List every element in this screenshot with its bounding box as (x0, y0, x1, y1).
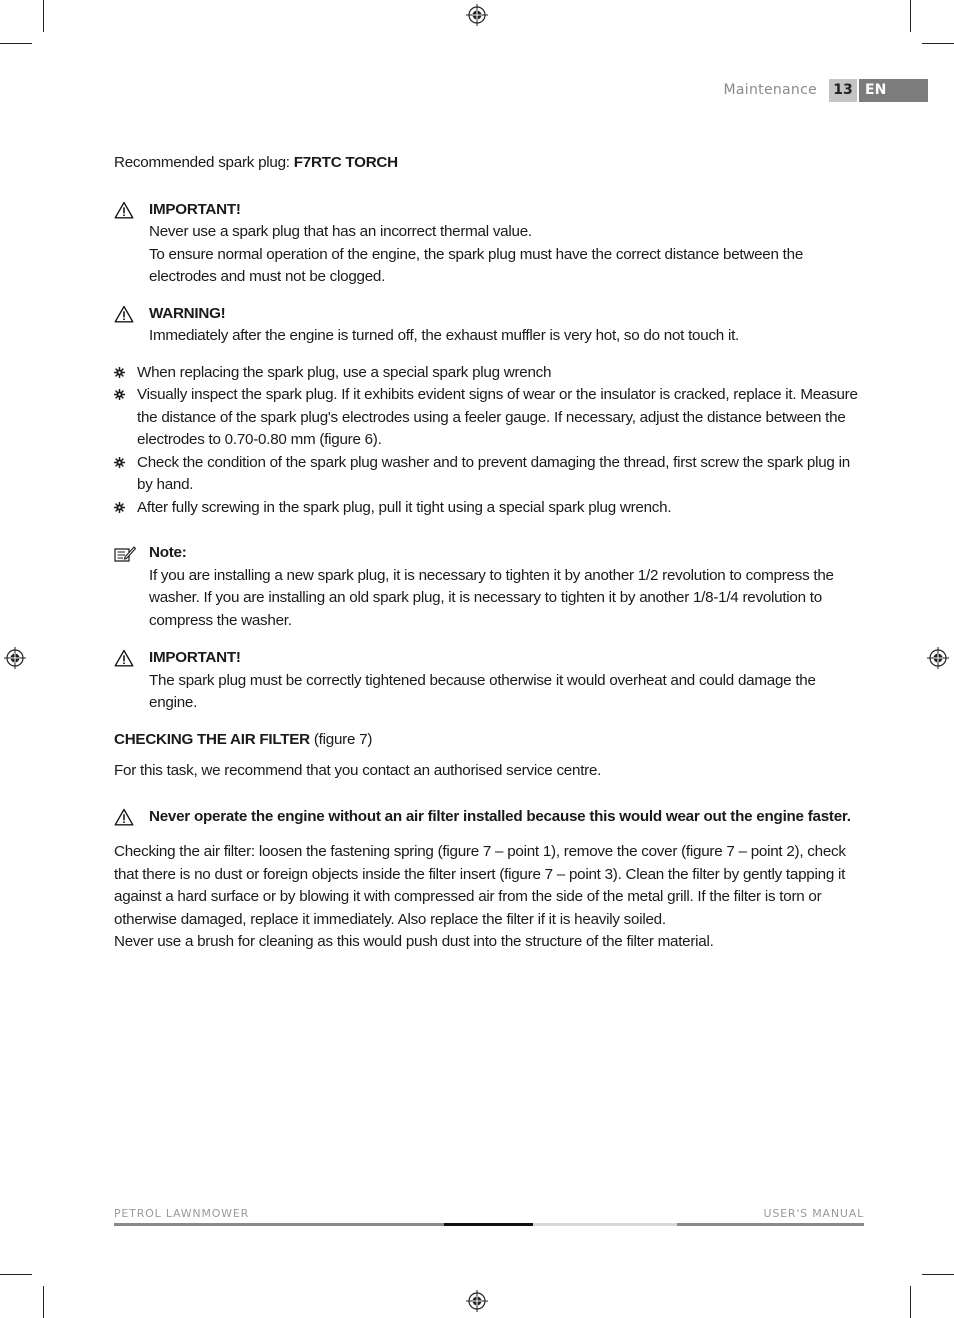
air-filter-heading-ref: (figure 7) (309, 730, 373, 748)
note-title: Note: (149, 544, 187, 561)
list-item-text: After fully screwing in the spark plug, pull it tight using a special spark plug wrench. (137, 498, 672, 516)
important-line: To ensure normal operation of the engine, the spark plug must have the correct distance between the electrodes and must not be clogged. (149, 245, 804, 285)
footer-divider (677, 1223, 864, 1226)
note-callout (114, 542, 860, 632)
air-filter-warning-callout (114, 806, 860, 829)
registration-mark-icon (466, 1290, 488, 1312)
footer-divider (533, 1223, 677, 1226)
crop-mark-bottom-left-h (0, 1274, 32, 1275)
gear-bullet-icon (114, 502, 125, 513)
warning-triangle-icon (114, 201, 134, 219)
spark-plug-steps-list (114, 362, 860, 520)
important-line: Never use a spark plug that has an incorrect thermal value. (149, 223, 532, 240)
list-item-text: Visually inspect the spark plug. If it exhibits evident signs of wear or the insulator is cracked, replace it. Measure the distance of the spark plug's electrodes using a feeler gauge. If necessary, adjust the distance between the electrodes to 0.70-0.80 mm (figure 6). (137, 386, 858, 448)
warning-triangle-icon (114, 649, 134, 667)
warning-triangle-icon (114, 808, 134, 826)
note-text: If you are installing a new spark plug, it is necessary to tighten it by another 1/2 revolution to compress the washer. If you are installing an old spark plug, it is necessary to tighten it by another 1/8-1/4 revolution to compress the washer. (149, 566, 834, 629)
crop-mark-bottom-right-v (910, 1286, 911, 1318)
crop-mark-bottom-left-v (43, 1286, 44, 1318)
registration-mark-icon (466, 4, 488, 26)
list-item (114, 452, 860, 497)
crop-mark-top-right-h (922, 43, 954, 44)
crop-mark-top-left-v (43, 0, 44, 32)
gear-bullet-icon (114, 457, 125, 468)
important-text: The spark plug must be correctly tightened because otherwise it would overheat and could damage the engine. (149, 671, 816, 711)
header-language-badge: EN (859, 79, 928, 102)
recommended-spark-plug (114, 152, 860, 175)
gear-bullet-icon (114, 367, 125, 378)
crop-mark-top-right-v (910, 0, 911, 32)
air-filter-heading (114, 729, 860, 752)
main-content (114, 152, 860, 954)
warning-callout (114, 303, 860, 348)
important-title: IMPORTANT! (149, 649, 241, 666)
spark-plug-label: Recommended spark plug: (114, 154, 294, 171)
list-item (114, 497, 860, 520)
air-filter-warning-text: Never operate the engine without an air filter installed because this would wear out the engine faster. (149, 807, 851, 825)
list-item-text: When replacing the spark plug, use a special spark plug wrench (137, 363, 552, 381)
list-item (114, 362, 860, 385)
footer-product-name: PETROL LAWNMOWER (114, 1207, 250, 1220)
crop-mark-bottom-right-h (922, 1274, 954, 1275)
air-filter-intro: For this task, we recommend that you contact an authorised service centre. (114, 762, 602, 779)
footer-divider (114, 1223, 444, 1226)
important-callout (114, 647, 860, 715)
note-pad-icon (114, 545, 136, 563)
important-callout (114, 199, 860, 289)
registration-mark-icon (4, 647, 26, 669)
gear-bullet-icon (114, 389, 125, 400)
list-item-text: Check the condition of the spark plug washer and to prevent damaging the thread, first screw the spark plug in by hand. (137, 453, 850, 493)
list-item (114, 384, 860, 452)
registration-mark-icon (927, 647, 949, 669)
air-filter-body-2: Never use a brush for cleaning as this would push dust into the structure of the filter material. (114, 933, 714, 950)
header-section-title: Maintenance (723, 82, 817, 98)
warning-title: WARNING! (149, 304, 226, 322)
header-page-number: 13 (829, 79, 857, 102)
air-filter-heading-title: CHECKING THE AIR FILTER (114, 730, 310, 748)
warning-triangle-icon (114, 305, 134, 323)
warning-text: Immediately after the engine is turned off, the exhaust muffler is very hot, so do not touch it. (149, 327, 740, 344)
spark-plug-model: F7RTC TORCH (293, 154, 398, 171)
important-title: IMPORTANT! (149, 200, 241, 218)
footer-document-type: USER'S MANUAL (763, 1207, 864, 1220)
footer-divider (444, 1223, 533, 1226)
air-filter-body: Checking the air filter: loosen the fastening spring (figure 7 – point 1), remove the cover (figure 7 – point 2), check that there is no dust or foreign objects inside the filter insert (figure 7 – point 3). Clean the filter by gently tapping it against a hard surface or by blowing it with compressed air from the side of the metal grill. If the filter is torn or otherwise damaged, replace it immediately. Also replace the filter if it is heavily soiled. (114, 843, 846, 928)
crop-mark-top-left-h (0, 43, 32, 44)
